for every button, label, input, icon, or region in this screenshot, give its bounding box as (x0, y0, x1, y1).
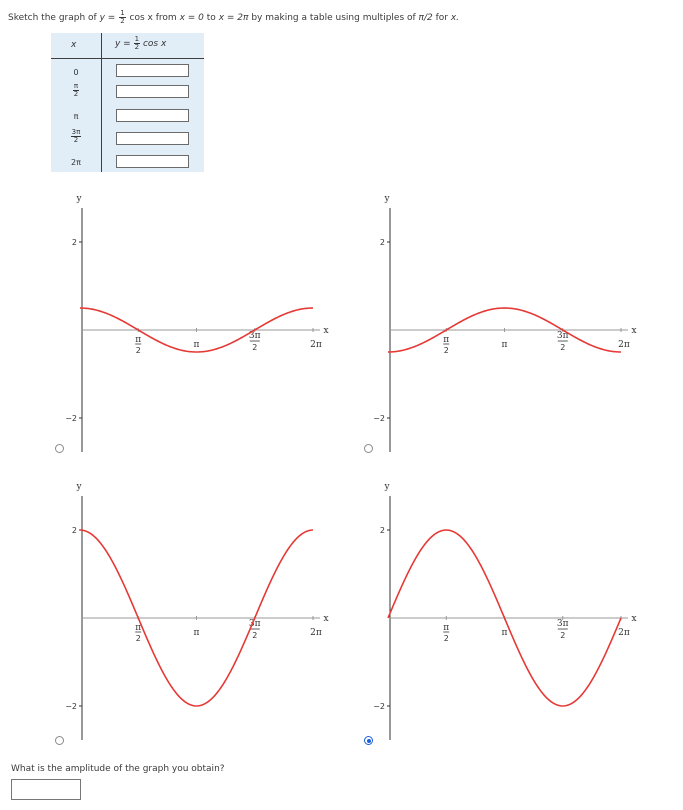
x-tick-label-3pi-half-num: 3π (556, 331, 569, 341)
x-tick-label-3pi-half-den: 2 (252, 631, 258, 640)
table-divider-horizontal (51, 58, 204, 59)
x-tick-label-pi-half-num: π (443, 623, 450, 633)
x-tick-label-pi-half-den: 2 (135, 346, 141, 355)
y-tick-label-bottom: −2 (373, 414, 385, 423)
graph-option-4 (363, 478, 653, 743)
problem-statement (8, 10, 459, 25)
x-tick-label-3pi-half-num: 3π (556, 619, 569, 629)
prompt-pi-over-2: π/2 (418, 13, 433, 23)
x-tick-label-2pi: 2π (618, 628, 630, 638)
x-tick-label-2pi: 2π (618, 340, 630, 350)
header-y-fraction (134, 36, 140, 51)
y-axis-label: y (384, 482, 390, 492)
y-axis-label: y (384, 194, 390, 204)
y-tick-label-bottom: −2 (65, 702, 77, 711)
table-row-x-value (51, 129, 101, 144)
x-frac-den: 2 (73, 136, 79, 144)
x-tick-label-3pi-half-num: 3π (248, 331, 261, 341)
x-tick-label-pi-half-den: 2 (135, 634, 141, 643)
prompt-for: for (435, 13, 448, 23)
prompt-frac-num: 1 (120, 9, 125, 17)
x-tick-label-pi-half-den: 2 (443, 634, 449, 643)
x-axis-label: x (631, 614, 637, 624)
option-radio-3[interactable] (55, 736, 64, 745)
graph-option-2 (363, 190, 653, 455)
prompt-by-making: by making a table using multiples of (251, 13, 416, 23)
value-table (51, 33, 204, 172)
x-tick-label-pi: π (193, 628, 200, 638)
x-tick-label-3pi-half-num: 3π (248, 619, 261, 629)
table-header-x: x (71, 40, 77, 50)
option-radio-4[interactable] (364, 736, 373, 745)
graph-canvas-3 (55, 478, 345, 743)
y-axis-label: y (76, 482, 82, 492)
y-tick-label-top: 2 (71, 238, 77, 247)
y-tick-label-top: 2 (379, 238, 385, 247)
prompt-x-end: x. (450, 13, 460, 23)
prompt-x0: x = 0 (179, 13, 204, 23)
x-tick-label-3pi-half-den: 2 (560, 343, 566, 352)
prompt-frac-den: 2 (120, 17, 125, 25)
x-tick-label-2pi: 2π (310, 628, 322, 638)
x-tick-label-pi-half-num: π (135, 335, 142, 345)
x-frac-num: π (73, 82, 79, 90)
header-frac-den: 2 (134, 43, 140, 51)
x-tick-label-pi-half-num: π (135, 623, 142, 633)
prompt-y-eq: y = (99, 13, 116, 23)
y-tick-label-bottom: −2 (65, 414, 77, 423)
y-tick-label-top: 2 (71, 526, 77, 535)
table-row-y-input[interactable] (116, 155, 189, 168)
y-tick-label-top: 2 (379, 526, 385, 535)
x-axis-label: x (323, 614, 329, 624)
table-row-x-value: π (73, 112, 79, 121)
prompt-x2pi: x = 2π (218, 13, 249, 23)
amplitude-answer-input[interactable] (11, 779, 81, 800)
x-tick-label-pi-half-den: 2 (443, 346, 449, 355)
prompt-cos-x: cos x (129, 13, 153, 23)
x-tick-label-pi-half-num: π (443, 335, 450, 345)
table-row-y-input[interactable] (116, 109, 189, 122)
table-divider-vertical (101, 33, 102, 172)
graph-canvas-4 (363, 478, 653, 743)
header-y-suffix: cos x (142, 39, 167, 49)
table-row-x-value (51, 83, 101, 98)
table-header-y (115, 36, 166, 51)
amplitude-question: What is the amplitude of the graph you obtain? (11, 764, 225, 774)
x-tick-label-3pi-half-den: 2 (560, 631, 566, 640)
x-tick-label-2pi: 2π (310, 340, 322, 350)
header-y-prefix: y = (115, 39, 131, 49)
table-row-y-input[interactable] (116, 132, 189, 145)
table-row-y-input[interactable] (116, 85, 189, 98)
table-row-x-value: 0 (73, 68, 79, 77)
x-frac-num: 3π (71, 128, 81, 136)
graph-option-3 (55, 478, 345, 743)
x-tick-label-3pi-half-den: 2 (252, 343, 258, 352)
prompt-to: to (206, 13, 216, 23)
option-radio-1[interactable] (55, 444, 64, 453)
y-tick-label-bottom: −2 (373, 702, 385, 711)
table-row-x-value: 2π (71, 158, 81, 167)
prompt-from: from (155, 13, 177, 23)
x-tick-label-pi: π (501, 340, 508, 350)
x-frac-den: 2 (73, 90, 79, 98)
graph-canvas-1 (55, 190, 345, 455)
graph-option-1 (55, 190, 345, 455)
x-tick-label-pi: π (193, 340, 200, 350)
x-axis-label: x (323, 326, 329, 336)
prompt-fraction (119, 10, 125, 25)
header-frac-num: 1 (134, 35, 140, 43)
x-tick-label-pi: π (501, 628, 508, 638)
x-axis-label: x (631, 326, 637, 336)
option-radio-2[interactable] (364, 444, 373, 453)
table-row-y-input[interactable] (116, 64, 189, 77)
graph-canvas-2 (363, 190, 653, 455)
prompt-text: Sketch the graph of (8, 13, 97, 23)
y-axis-label: y (76, 194, 82, 204)
